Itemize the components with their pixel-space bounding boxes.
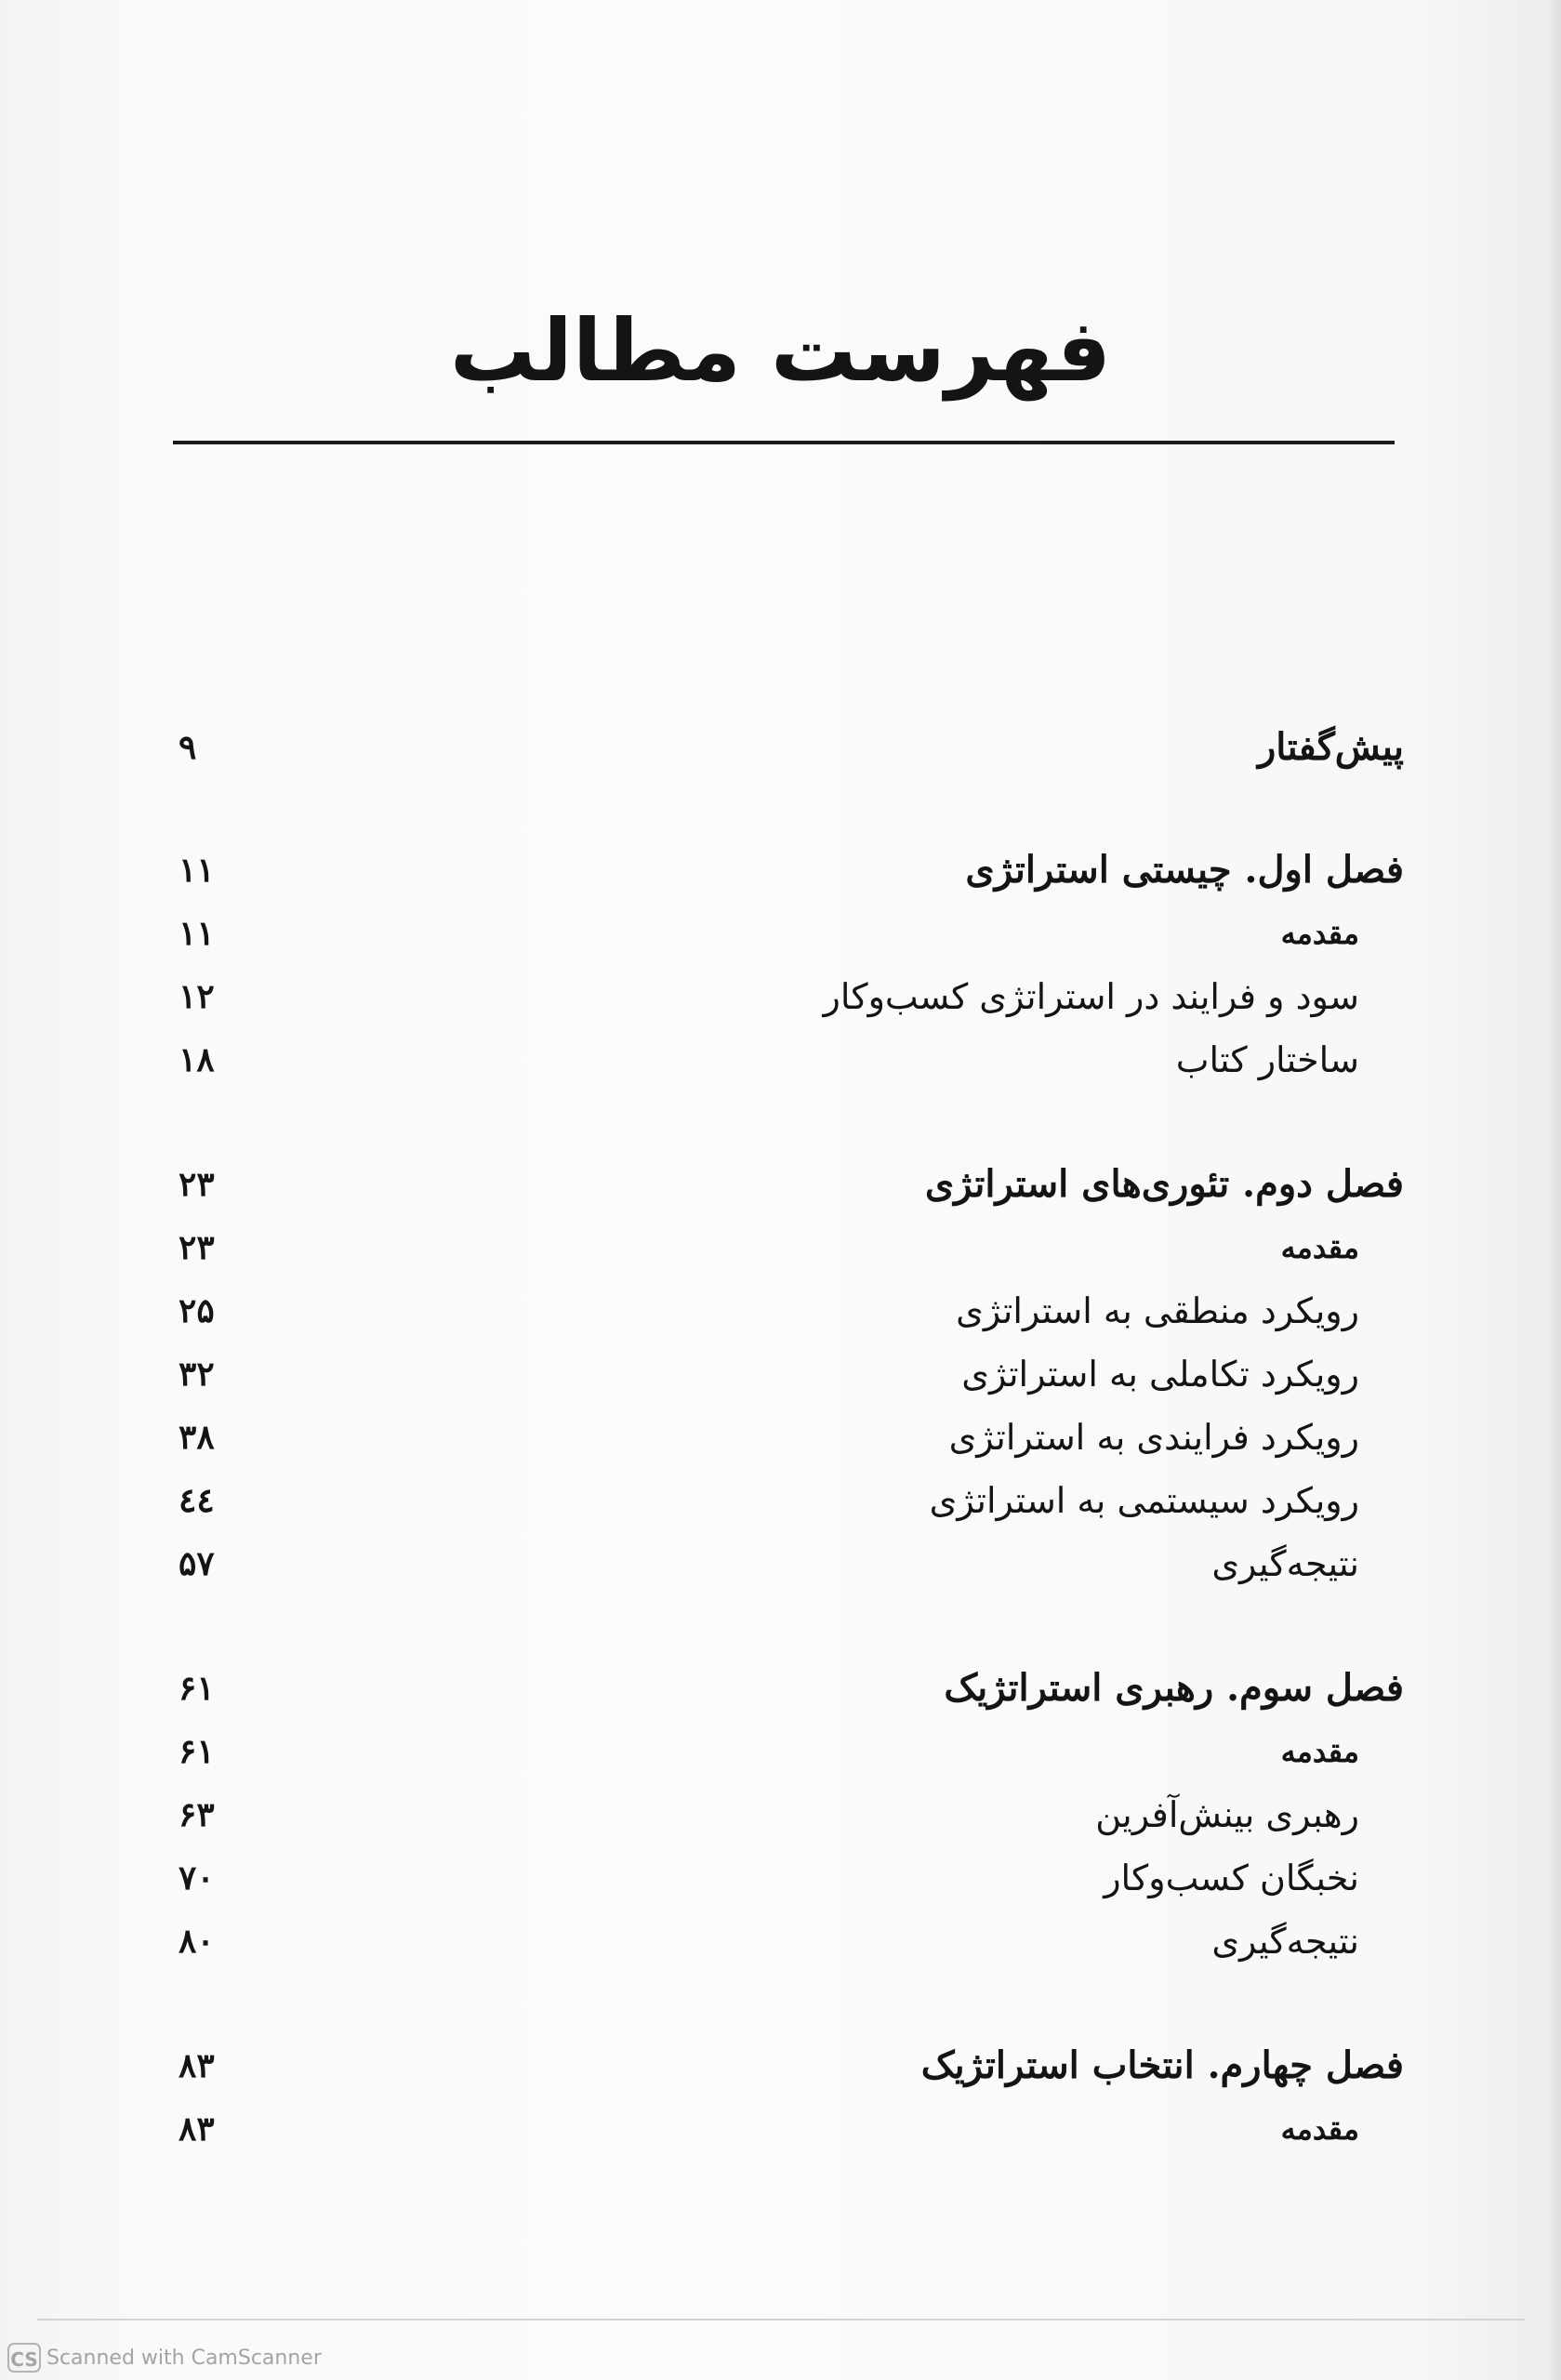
toc-label: مقدمه [1280,1230,1359,1265]
toc-page-number: ۵۷ [179,1544,215,1583]
toc-entry[interactable] [167,1469,1404,1532]
toc-chapter-3[interactable] [167,1657,1404,1720]
toc-page-number: ۱۱ [179,851,215,890]
toc-page-number: ۲۳ [179,1165,215,1204]
toc-page-number: ۹ [179,728,197,767]
footer-divider [37,2319,1525,2320]
toc-entry[interactable] [167,1532,1404,1595]
toc-label: نخبگان کسب‌وکار [1104,1858,1359,1898]
toc-chapter-1[interactable] [167,839,1404,902]
toc-label: رویکرد تکاملی به استراتژی [961,1354,1359,1395]
toc-entry[interactable] [167,1028,1404,1091]
toc-label: رهبری بینش‌آفرین [1095,1794,1359,1835]
table-of-contents [167,716,1404,2161]
toc-label: ساختار کتاب [1175,1039,1359,1080]
toc-page-number: ۷۰ [179,1858,215,1897]
toc-label: نتیجه‌گیری [1211,1921,1359,1962]
toc-entry[interactable] [167,1720,1404,1783]
toc-page-number: ۱۲ [179,977,215,1016]
toc-page-number: ۱۱ [179,914,215,953]
toc-entry[interactable] [167,902,1404,965]
toc-entry[interactable] [167,1783,1404,1846]
toc-page-number: ۶۱ [179,1732,215,1771]
chapter-title: فصل چهارم. انتخاب استراتژیک [920,2043,1404,2087]
title-divider [173,441,1395,444]
chapter-title: فصل اول. چیستی استراتژی [965,848,1404,892]
toc-page-number: ۸۳ [179,2046,215,2085]
toc-entry[interactable] [167,2097,1404,2161]
toc-entry[interactable] [167,965,1404,1028]
chapter-title: فصل سوم. رهبری استراتژیک [944,1666,1404,1710]
toc-page-number: ۶۳ [179,1795,215,1834]
toc-label: نتیجه‌گیری [1211,1543,1359,1584]
toc-label: رویکرد سیستمی به استراتژی [929,1480,1359,1521]
toc-page-number: ۸۰ [179,1922,215,1961]
toc-page-number: ۲۳ [179,1228,215,1267]
toc-entry[interactable] [167,1342,1404,1406]
toc-label: پیش‌گفتار [1257,725,1404,769]
toc-chapter-4[interactable] [167,2034,1404,2097]
toc-label: مقدمه [1280,1734,1359,1769]
page-title: فهرست مطالب [449,301,1112,401]
toc-label: سود و فرایند در استراتژی کسب‌وکار [823,976,1359,1017]
watermark-text: Scanned with CamScanner [46,2346,322,2370]
toc-chapter-2[interactable] [167,1153,1404,1216]
toc-label: مقدمه [1280,916,1359,951]
toc-entry[interactable] [167,1279,1404,1342]
camscanner-logo-icon: CS [7,2343,41,2373]
toc-page-number: ۶۱ [179,1669,215,1708]
toc-page-number: ۳۲ [179,1355,215,1394]
toc-entry[interactable] [167,1910,1404,1973]
toc-page-number: ۳۸ [179,1418,215,1457]
toc-page-number: ٤٤ [179,1481,215,1520]
toc-entry[interactable] [167,1216,1404,1279]
toc-label: رویکرد منطقی به استراتژی [956,1290,1359,1331]
toc-page-number: ۲۵ [179,1291,215,1330]
toc-entry[interactable] [167,1406,1404,1469]
toc-entry-preface[interactable] [167,716,1404,779]
toc-page-number: ۱۸ [179,1040,215,1079]
toc-page-number: ۸۳ [179,2109,215,2149]
scanner-watermark [7,2343,322,2373]
toc-label: مقدمه [1280,2111,1359,2147]
chapter-title: فصل دوم. تئوری‌های استراتژی [924,1162,1404,1206]
toc-label: رویکرد فرایندی به استراتژی [948,1417,1359,1458]
toc-entry[interactable] [167,1846,1404,1910]
